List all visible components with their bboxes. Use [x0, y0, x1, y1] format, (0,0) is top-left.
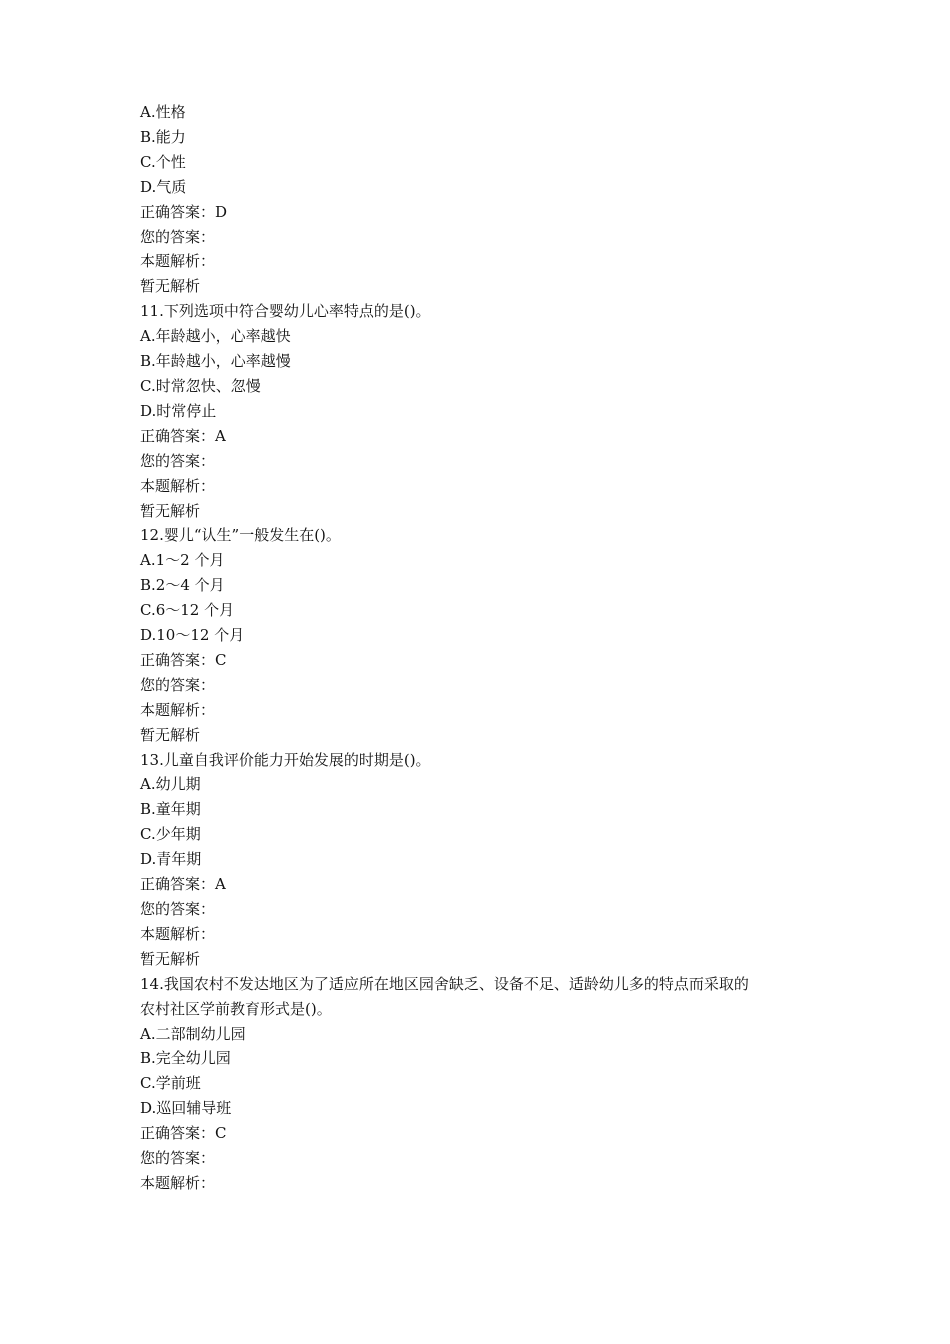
option-b: B.能力 — [140, 127, 186, 146]
question-14: 14.我国农村不发达地区为了适应所在地区园舍缺乏、设备不足、适龄幼儿多的特点而采取的 — [140, 974, 749, 993]
explanation-text: 暂无解析 — [140, 949, 201, 968]
question-12: 12.婴儿“认生”一般发生在()。 — [140, 526, 341, 545]
question-14-continued: 农村社区学前教育形式是()。 — [140, 999, 332, 1018]
correct-answer: 正确答案：D — [140, 202, 228, 221]
explanation-label: 本题解析： — [140, 252, 216, 271]
option-a: A.年龄越小，心率越快 — [140, 327, 291, 346]
your-answer: 您的答案： — [140, 900, 216, 918]
option-a: A.性格 — [140, 103, 186, 121]
explanation-text: 暂无解析 — [140, 725, 201, 744]
correct-answer: 正确答案：A — [140, 875, 226, 894]
explanation-text: 暂无解析 — [140, 501, 201, 520]
option-b: B.完全幼儿园 — [140, 1049, 231, 1068]
option-d: D.巡回辅导班 — [140, 1099, 232, 1118]
option-d: D.时常停止 — [140, 401, 217, 420]
option-c: C.时常忽快、忽慢 — [140, 376, 261, 395]
option-b: B.童年期 — [140, 800, 201, 819]
explanation-text: 暂无解析 — [140, 277, 201, 296]
explanation-label: 本题解析： — [140, 1173, 216, 1192]
explanation-label: 本题解析： — [140, 476, 216, 495]
your-answer: 您的答案： — [140, 1149, 216, 1168]
your-answer: 您的答案： — [140, 451, 216, 470]
your-answer: 您的答案： — [140, 227, 216, 246]
explanation-label: 本题解析： — [140, 924, 216, 943]
option-c: C.少年期 — [140, 825, 201, 844]
option-d: D.青年期 — [140, 850, 202, 869]
option-c: C.6～12 个月 — [140, 601, 235, 620]
correct-answer: 正确答案：C — [140, 650, 227, 669]
option-a: A.二部制幼儿园 — [140, 1024, 246, 1043]
option-a: A.1～2 个月 — [140, 551, 225, 570]
question-13: 13.儿童自我评价能力开始发展的时期是()。 — [140, 750, 431, 769]
question-11: 11.下列选项中符合婴幼儿心率特点的是()。 — [140, 302, 431, 321]
option-a: A.幼儿期 — [140, 775, 201, 794]
option-b: B.2～4 个月 — [140, 576, 225, 595]
option-b: B.年龄越小，心率越慢 — [140, 352, 291, 371]
correct-answer: 正确答案：C — [140, 1124, 227, 1143]
explanation-label: 本题解析： — [140, 700, 216, 719]
option-c: C.学前班 — [140, 1074, 201, 1093]
option-c: C.个性 — [140, 152, 186, 171]
option-d: D.气质 — [140, 177, 187, 196]
document-body — [140, 100, 820, 1196]
option-d: D.10～12 个月 — [140, 626, 245, 645]
correct-answer: 正确答案：A — [140, 426, 226, 445]
your-answer: 您的答案： — [140, 675, 216, 694]
